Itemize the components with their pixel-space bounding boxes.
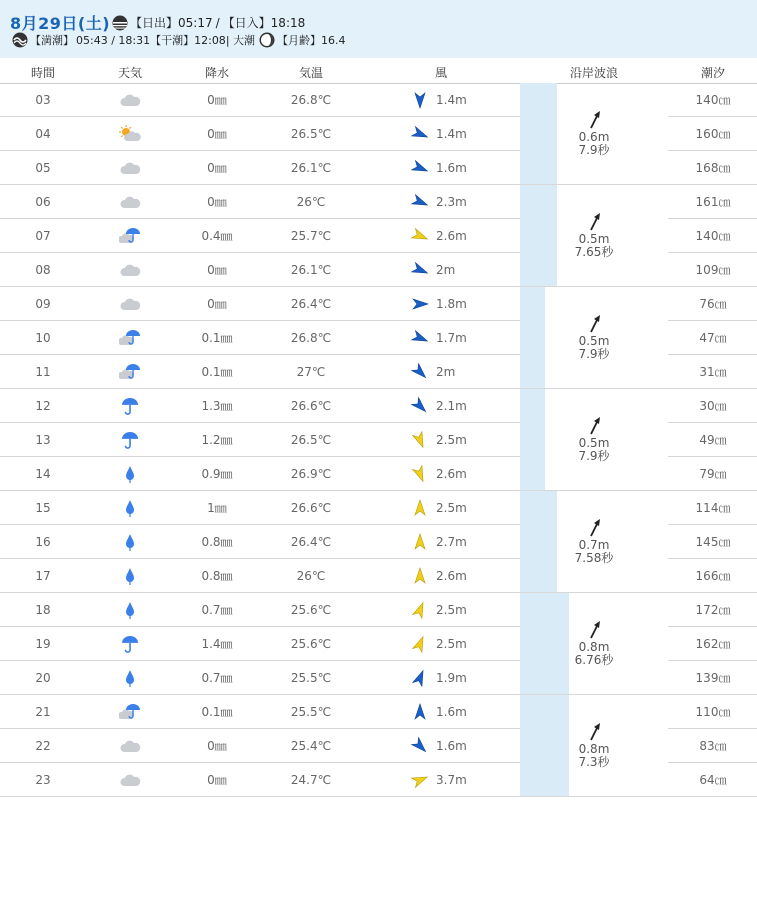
rain-cell: 1㎜ (207, 501, 227, 515)
time-cell: 18 (35, 603, 51, 617)
weather-icon-cell (100, 423, 160, 457)
drop-icon (123, 566, 137, 586)
wind-speed-cell: 1.6m (436, 161, 467, 175)
cloudy-icon (119, 159, 141, 177)
col-rain: 降水 (204, 66, 229, 80)
time-cell: 22 (35, 739, 51, 753)
drop-icon (123, 600, 137, 620)
weather-icon-cell (100, 525, 160, 559)
wind-speed-cell: 1.6m (436, 705, 467, 719)
weather-icon-cell (100, 763, 160, 797)
wind-direction-icon (408, 151, 432, 185)
time-cell: 23 (35, 773, 51, 787)
col-wind: 風 (434, 66, 447, 80)
wind-speed-cell: 2.1m (436, 399, 467, 413)
drop-icon (123, 498, 137, 518)
moon-icon (259, 32, 275, 48)
wave-height: 0.5m (578, 436, 610, 450)
wind-direction-icon (408, 219, 432, 253)
tide-cell: 145㎝ (695, 535, 731, 549)
weather-icon-cell (100, 695, 160, 729)
wind-speed-cell: 2.3m (436, 195, 467, 209)
wind-speed-cell: 1.6m (436, 739, 467, 753)
day-header (0, 0, 757, 58)
wind-direction-icon (408, 491, 432, 525)
wave-direction-icon (588, 416, 602, 436)
tide-cell: 79㎝ (699, 467, 727, 481)
wave-period: 7.3秒 (578, 755, 610, 769)
time-cell: 07 (35, 229, 51, 243)
wind-speed-cell: 2.5m (436, 637, 467, 651)
tide-cell: 139㎝ (695, 671, 731, 685)
rain-icon (120, 396, 140, 416)
weather-icon-cell (100, 729, 160, 763)
wave-height: 0.8m (578, 742, 610, 756)
low-tide-label: 【干潮】 (150, 34, 195, 47)
time-cell: 08 (35, 263, 51, 277)
rain-cell: 0.4㎜ (201, 229, 233, 243)
weather-icon-cell (100, 559, 160, 593)
cloudy-rain-icon (119, 702, 141, 722)
wave-block (520, 491, 668, 593)
col-time: 時間 (30, 66, 55, 80)
weather-icon-cell (100, 83, 160, 117)
rain-icon (120, 430, 140, 450)
wind-direction-icon (408, 763, 432, 797)
time-cell: 21 (35, 705, 51, 719)
wind-speed-cell: 2m (436, 263, 456, 277)
col-wave: 沿岸波浪 (569, 66, 618, 80)
rain-cell: 0.8㎜ (201, 569, 233, 583)
cloudy-icon (119, 193, 141, 211)
wind-speed-cell: 2m (436, 365, 456, 379)
tide-cell: 168㎝ (695, 161, 731, 175)
wave-height: 0.5m (578, 334, 610, 348)
wave-height: 0.8m (578, 640, 610, 654)
wave-period: 6.76秒 (574, 653, 614, 667)
wind-direction-icon (408, 321, 432, 355)
high-tide-times: 05:43 / 18:31 (76, 33, 151, 47)
temp-cell: 26.6℃ (290, 501, 332, 515)
temp-cell: 26.1℃ (290, 161, 332, 175)
wave-block (520, 593, 668, 695)
weather-icon-cell (100, 491, 160, 525)
time-cell: 09 (35, 297, 51, 311)
cloudy-rain-icon (119, 362, 141, 382)
temp-cell: 25.6℃ (290, 637, 332, 651)
sunrise-icon (112, 15, 128, 31)
weather-icon-cell (100, 151, 160, 185)
tide-moon-info (12, 32, 346, 48)
wind-direction-icon (408, 423, 432, 457)
wave-period: 7.65秒 (574, 245, 614, 259)
tide-icon (12, 32, 28, 48)
cloudy-icon (119, 91, 141, 109)
temp-cell: 25.6℃ (290, 603, 332, 617)
sunset-label: 【日入】 (222, 16, 271, 30)
wind-direction-icon (408, 117, 432, 151)
wave-period: 7.9秒 (578, 449, 610, 463)
wind-direction-icon (408, 457, 432, 491)
rain-cell: 0.9㎜ (201, 467, 233, 481)
wave-direction-icon (588, 212, 602, 232)
tide-cell: 114㎝ (695, 501, 731, 515)
weather-icon-cell (100, 287, 160, 321)
wave-block (520, 287, 668, 389)
tide-cell: 160㎝ (695, 127, 731, 141)
weather-icon-cell (100, 219, 160, 253)
wave-period: 7.9秒 (578, 347, 610, 361)
wave-height: 0.6m (578, 130, 610, 144)
wave-block (520, 83, 668, 185)
cloudy-rain-icon (119, 328, 141, 348)
wind-speed-cell: 2.6m (436, 569, 467, 583)
col-tide: 潮汐 (700, 66, 725, 80)
drop-icon (123, 668, 137, 688)
sun-separator: / (215, 15, 220, 30)
date-title: 8月29日(土) (10, 14, 111, 33)
time-cell: 19 (35, 637, 51, 651)
high-tide-label: 【満潮】 (30, 34, 74, 47)
wind-speed-cell: 2.6m (436, 229, 467, 243)
temp-cell: 26.8℃ (290, 331, 332, 345)
temp-cell: 26.8℃ (290, 93, 332, 107)
weather-icon-cell (100, 627, 160, 661)
tide-cell: 161㎝ (695, 195, 731, 209)
cloudy-icon (119, 771, 141, 789)
time-cell: 03 (35, 93, 51, 107)
weather-icon-cell (100, 593, 160, 627)
time-cell: 12 (35, 399, 51, 413)
temp-cell: 25.5℃ (290, 671, 332, 685)
weather-icon-cell (100, 389, 160, 423)
wind-direction-icon (408, 83, 432, 117)
rain-cell: 1.2㎜ (201, 433, 233, 447)
rain-cell: 0㎜ (207, 195, 227, 209)
tide-cell: 31㎝ (699, 365, 727, 379)
wind-speed-cell: 2.6m (436, 467, 467, 481)
time-cell: 06 (35, 195, 51, 209)
weather-icon-cell (100, 321, 160, 355)
cloudy-icon (119, 737, 141, 755)
wind-speed-cell: 1.9m (436, 671, 467, 685)
time-cell: 20 (35, 671, 51, 685)
rain-cell: 0.7㎜ (201, 671, 233, 685)
wind-direction-icon (408, 389, 432, 423)
temp-cell: 26.9℃ (290, 467, 332, 481)
row-divider (0, 796, 520, 797)
wind-speed-cell: 2.5m (436, 433, 467, 447)
temp-cell: 26.5℃ (290, 127, 332, 141)
sunset-time: 18:18 (270, 15, 306, 30)
tide-cell: 110㎝ (695, 705, 731, 719)
temp-cell: 24.7℃ (290, 773, 332, 787)
weather-icon-cell (100, 457, 160, 491)
time-cell: 14 (35, 467, 51, 481)
wave-direction-icon (588, 518, 602, 538)
time-cell: 16 (35, 535, 51, 549)
rain-cell: 1.4㎜ (201, 637, 233, 651)
time-cell: 17 (35, 569, 51, 583)
rain-cell: 0㎜ (207, 127, 227, 141)
wind-speed-cell: 1.4m (436, 93, 467, 107)
temp-cell: 26.4℃ (290, 297, 332, 311)
tide-type: | 大潮 (225, 34, 256, 47)
wind-direction-icon (408, 559, 432, 593)
temp-cell: 27℃ (296, 365, 326, 379)
cloudy-rain-icon (119, 226, 141, 246)
rain-cell: 0.7㎜ (201, 603, 233, 617)
low-tide-time: 12:08 (194, 33, 226, 47)
time-cell: 13 (35, 433, 51, 447)
temp-cell: 26℃ (296, 569, 326, 583)
temp-cell: 26.5℃ (290, 433, 332, 447)
rain-cell: 0㎜ (207, 93, 227, 107)
time-cell: 15 (35, 501, 51, 515)
wave-period: 7.9秒 (578, 143, 610, 157)
tide-cell: 76㎝ (699, 297, 727, 311)
wind-direction-icon (408, 253, 432, 287)
wave-direction-icon (588, 110, 602, 130)
rain-cell: 0㎜ (207, 161, 227, 175)
wind-speed-cell: 1.7m (436, 331, 467, 345)
tide-cell: 30㎝ (699, 399, 727, 413)
rain-cell: 0㎜ (207, 773, 227, 787)
rain-cell: 0㎜ (207, 739, 227, 753)
tide-cell: 49㎝ (699, 433, 727, 447)
tide-cell: 109㎝ (695, 263, 731, 277)
wind-direction-icon (408, 355, 432, 389)
wave-direction-icon (588, 620, 602, 640)
rain-cell: 0.8㎜ (201, 535, 233, 549)
row-divider (668, 796, 757, 797)
tide-cell: 64㎝ (699, 773, 727, 787)
wave-direction-icon (588, 314, 602, 334)
temp-cell: 25.7℃ (290, 229, 332, 243)
cloudy-icon (119, 295, 141, 313)
column-header-row (0, 58, 757, 84)
tide-cell: 166㎝ (695, 569, 731, 583)
wave-block (520, 695, 668, 797)
tide-cell: 140㎝ (695, 93, 731, 107)
wave-block (520, 389, 668, 491)
wind-direction-icon (408, 185, 432, 219)
temp-cell: 26℃ (296, 195, 326, 209)
weather-icon-cell (100, 661, 160, 695)
col-weather: 天気 (117, 66, 142, 80)
wind-speed-cell: 2.7m (436, 535, 467, 549)
wind-speed-cell: 2.5m (436, 501, 467, 515)
wind-direction-icon (408, 695, 432, 729)
sunrise-time: 05:17 (178, 15, 213, 30)
wind-speed-cell: 2.5m (436, 603, 467, 617)
wind-direction-icon (408, 729, 432, 763)
wave-block (520, 185, 668, 287)
sun-info (112, 14, 305, 31)
wave-height: 0.5m (578, 232, 610, 246)
time-cell: 10 (35, 331, 51, 345)
rain-cell: 0㎜ (207, 297, 227, 311)
time-cell: 11 (35, 365, 51, 379)
time-cell: 05 (35, 161, 51, 175)
sunrise-label: 【日出】 (130, 16, 179, 30)
wind-speed-cell: 1.4m (436, 127, 467, 141)
temp-cell: 26.6℃ (290, 399, 332, 413)
weather-icon-cell (100, 355, 160, 389)
wave-period: 7.58秒 (574, 551, 614, 565)
drop-icon (123, 464, 137, 484)
tide-cell: 172㎝ (695, 603, 731, 617)
col-temp: 気温 (298, 66, 323, 80)
tide-cell: 83㎝ (699, 739, 727, 753)
weather-icon-cell (100, 185, 160, 219)
rain-cell: 1.3㎜ (201, 399, 233, 413)
wind-speed-cell: 1.8m (436, 297, 467, 311)
sunny-cloudy-icon (119, 125, 141, 143)
temp-cell: 25.5℃ (290, 705, 332, 719)
rain-cell: 0.1㎜ (201, 331, 233, 345)
wind-direction-icon (408, 287, 432, 321)
wave-height: 0.7m (578, 538, 610, 552)
temp-cell: 26.1℃ (290, 263, 332, 277)
temp-cell: 26.4℃ (290, 535, 332, 549)
drop-icon (123, 532, 137, 552)
rain-cell: 0.1㎜ (201, 705, 233, 719)
rain-cell: 0㎜ (207, 263, 227, 277)
weather-icon-cell (100, 253, 160, 287)
tide-cell: 140㎝ (695, 229, 731, 243)
moon-age: 16.4 (321, 33, 346, 47)
tide-cell: 47㎝ (699, 331, 727, 345)
wind-direction-icon (408, 661, 432, 695)
moon-age-label: 【月齢】 (277, 34, 322, 47)
rain-cell: 0.1㎜ (201, 365, 233, 379)
temp-cell: 25.4℃ (290, 739, 332, 753)
wind-direction-icon (408, 525, 432, 559)
wind-speed-cell: 3.7m (436, 773, 467, 787)
wind-direction-icon (408, 593, 432, 627)
weather-icon-cell (100, 117, 160, 151)
cloudy-icon (119, 261, 141, 279)
tide-cell: 162㎝ (695, 637, 731, 651)
wave-direction-icon (588, 722, 602, 742)
rain-icon (120, 634, 140, 654)
time-cell: 04 (35, 127, 51, 141)
wind-direction-icon (408, 627, 432, 661)
